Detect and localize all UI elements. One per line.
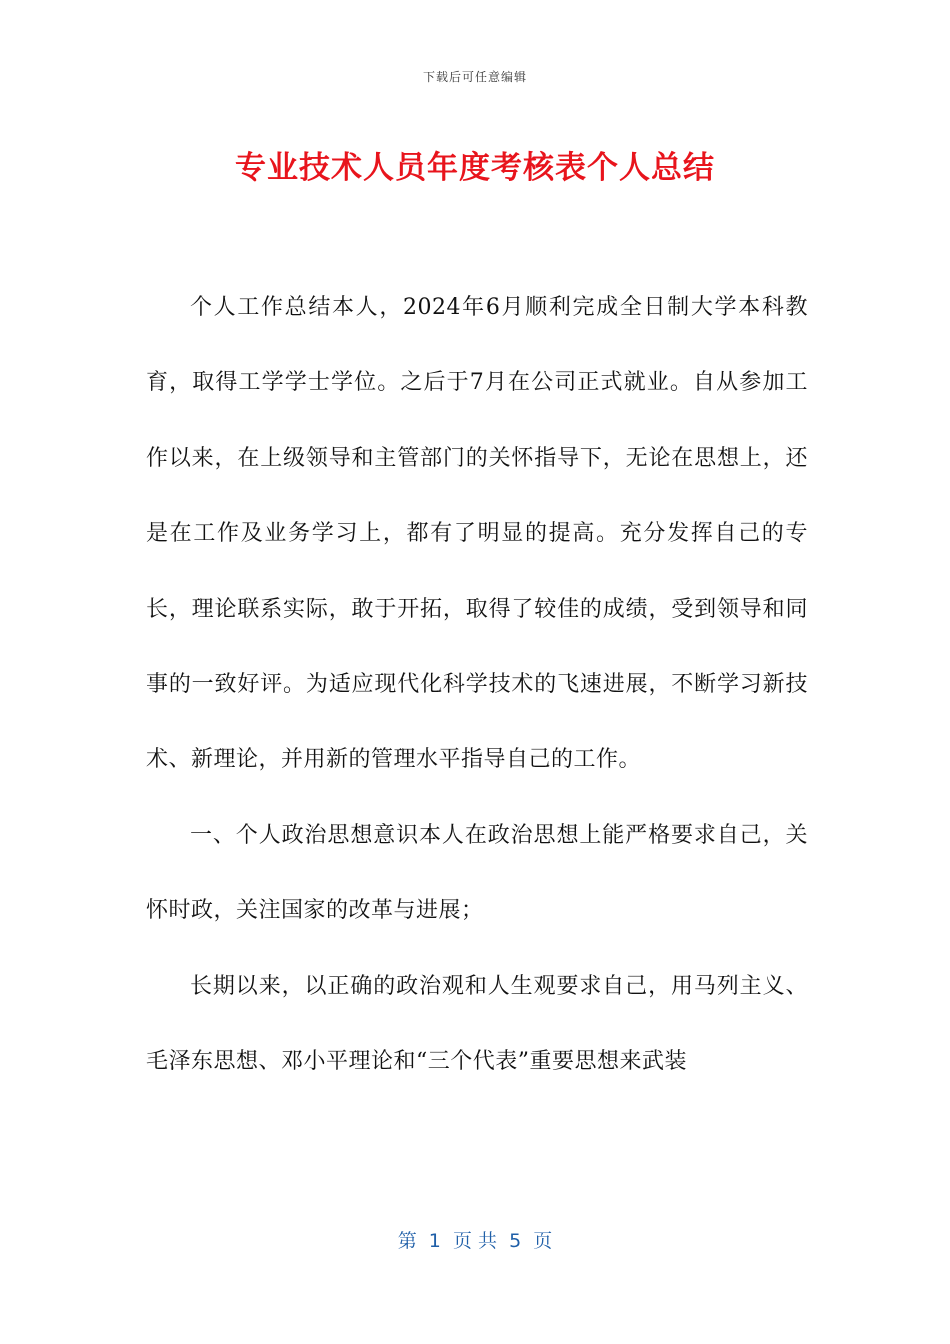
paragraph: 长期以来，以正确的政治观和人生观要求自己，用马列主义、毛泽东思想、邓小平理论和“三个代表”重要思想来武装 (146, 973, 808, 1075)
page-number-footer: 第 1 页 共 5 页 (397, 1230, 553, 1252)
paragraph: 一、个人政治思想意识本人在政治思想上能严格要求自己，关怀时政，关注国家的改革与进展； (146, 822, 808, 924)
document-title: 专业技术人员年度考核表个人总结 (235, 150, 715, 186)
document-body (146, 270, 808, 1099)
header-note: 下载后可任意编辑 (422, 70, 527, 84)
paragraph: 个人工作总结本人，2024年6月顺利完成全日制大学本科教育，取得工学学士学位。之后于7月在公司正式就业。自从参加工作以来，在上级领导和主管部门的关怀指导下，无论在思想上，还是在工作及业务学习上，都有了明显的提高。充分发挥自己的专长，理论联系实际，敢于开拓，取得了较佳的成绩，受到领导和同事的一致好评。为适应现代化科学技术的飞速进展，不断学习新技术、新理论，并用新的管理水平指导自己的工作。 (146, 295, 808, 773)
